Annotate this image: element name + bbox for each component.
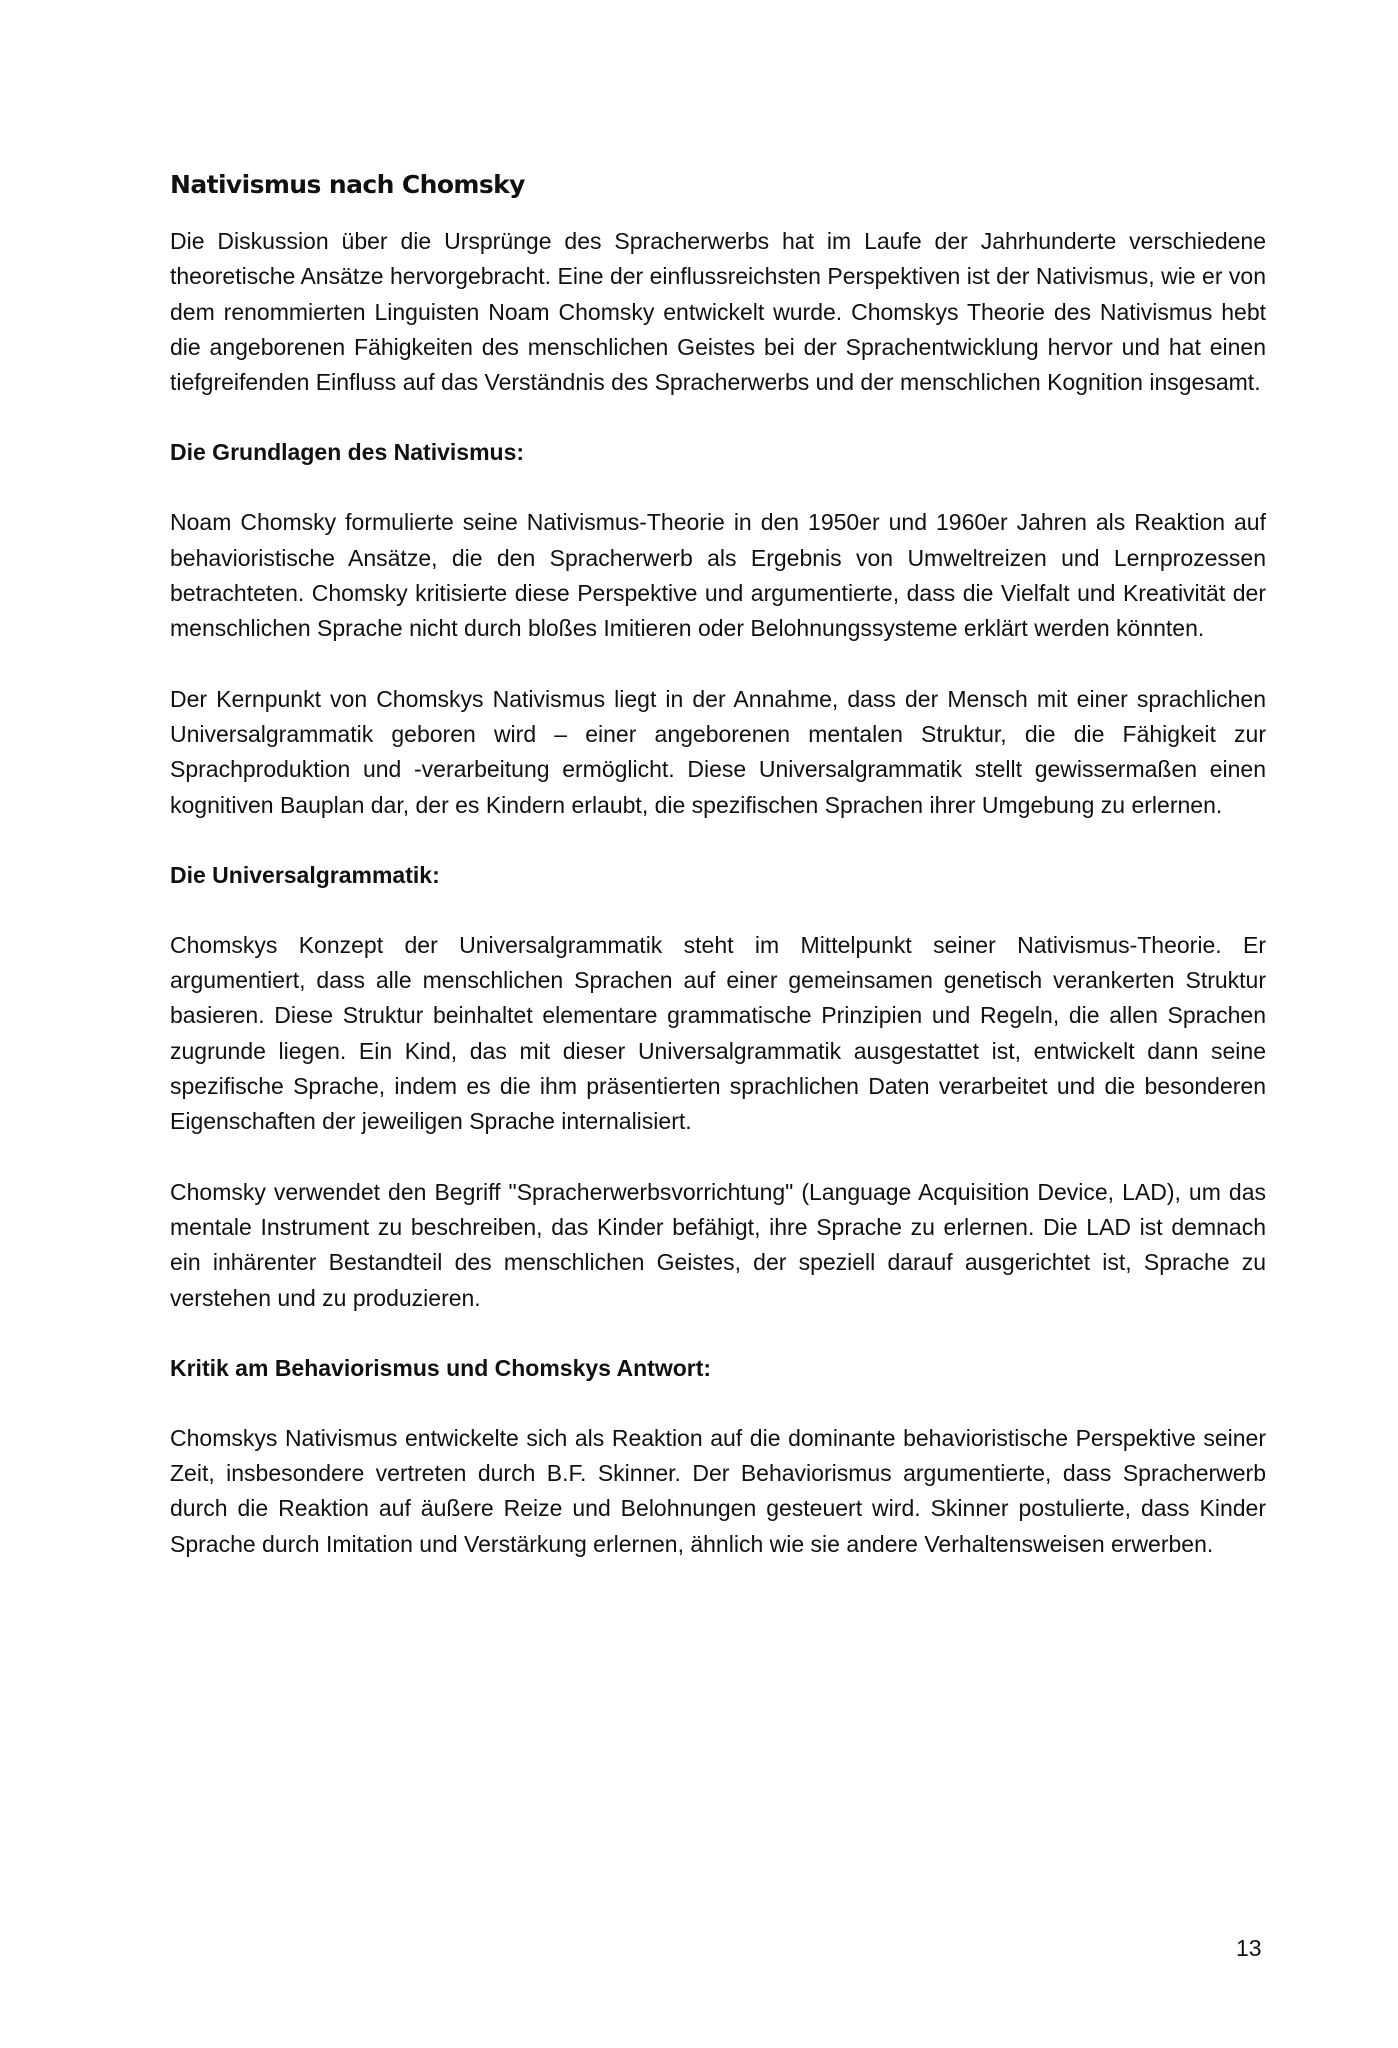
spacer [170, 1140, 1266, 1175]
universalgrammatik-paragraph-1: Chomskys Konzept der Universalgrammatik steht im Mittelpunkt seiner Nativismus-Theorie. Er argumentiert, dass alle menschlichen Sprachen auf einer gemeinsamen genetisch verankerten Struktur basieren. Diese Struktur beinhaltet elementare grammatische Prinzipien und Regeln, die allen Sprachen zugrunde liegen. Ein Kind, das mit dieser Universalgrammatik ausgestattet ist, entwickelt dann seine spezifische Sprache, indem es die ihm präsentierten sprachlichen Daten verarbeitet und die besonderen Eigenschaften der jeweiligen Sprache internalisiert. [170, 931, 1266, 1135]
spacer [170, 823, 1266, 858]
grundlagen-paragraph-2: Der Kernpunkt von Chomskys Nativismus liegt in der Annahme, dass der Mensch mit einer sprachlichen Universalgrammatik geboren wird – einer angeborenen mentalen Struktur, die die Fähigkeit zur Sprachproduktion und -verarbeitung ermöglicht. Diese Universalgrammatik stellt gewissermaßen einen kognitiven Bauplan dar, der es Kindern erlaubt, die spezifischen Sprachen ihrer Umgebung zu erlernen. [170, 685, 1266, 818]
intro-paragraph: Die Diskussion über die Ursprünge des Spracherwerbs hat im Laufe der Jahrhunderte verschiedene theoretische Ansätze hervorgebracht. Eine der einflussreichsten Perspektiven ist der Nativismus, wie er von dem renommierten Linguisten Noam Chomsky entwickelt wurde. Chomskys Theorie des Nativismus hebt die angeborenen Fähigkeiten des menschlichen Geistes bei der Sprachentwicklung hervor und hat einen tiefgreifenden Einfluss auf das Verständnis des Spracherwerbs und der menschlichen Kognition insgesamt. [170, 228, 1266, 396]
section-heading-kritik: Kritik am Behaviorismus und Chomskys Antwort: [170, 1354, 712, 1381]
spacer [170, 893, 1266, 928]
section-heading-grundlagen: Die Grundlagen des Nativismus: [170, 439, 525, 466]
page-content [170, 166, 1266, 1562]
document-title: Nativismus nach Chomsky [170, 170, 525, 199]
spacer [170, 470, 1266, 505]
spacer [170, 400, 1266, 435]
page-number: 13 [1236, 1935, 1262, 1961]
universalgrammatik-paragraph-2: Chomsky verwendet den Begriff "Spracherwerbsvorrichtung" (Language Acquisition Device, LAD), um das mentale Instrument zu beschreiben, das Kinder befähigt, ihre Sprache zu erlernen. Die LAD ist demnach ein inhärenter Bestandteil des menschlichen Geistes, der speziell darauf ausgerichtet ist, Sprache zu verstehen und zu produzieren. [170, 1178, 1266, 1311]
section-heading-universalgrammatik: Die Universalgrammatik: [170, 861, 440, 888]
spacer [170, 647, 1266, 682]
kritik-paragraph-1: Chomskys Nativismus entwickelte sich als Reaktion auf die dominante behavioristische Perspektive seiner Zeit, insbesondere vertreten durch B.F. Skinner. Der Behaviorismus argumentierte, dass Spracherwerb durch die Reaktion auf äußere Reize und Belohnungen gesteuert wird. Skinner postulierte, dass Kinder Sprache durch Imitation und Verstärkung erlernen, ähnlich wie sie andere Verhaltensweisen erwerben. [170, 1424, 1266, 1557]
spacer [170, 1316, 1266, 1351]
grundlagen-paragraph-1: Noam Chomsky formulierte seine Nativismus-Theorie in den 1950er und 1960er Jahren als Reaktion auf behavioristische Ansätze, die den Spracherwerb als Ergebnis von Umweltreizen und Lernprozessen betrachteten. Chomsky kritisierte diese Perspektive und argumentierte, dass die Vielfalt und Kreativität der menschlichen Sprache nicht durch bloßes Imitieren oder Belohnungssysteme erklärt werden könnten. [170, 509, 1266, 642]
spacer [170, 1386, 1266, 1421]
